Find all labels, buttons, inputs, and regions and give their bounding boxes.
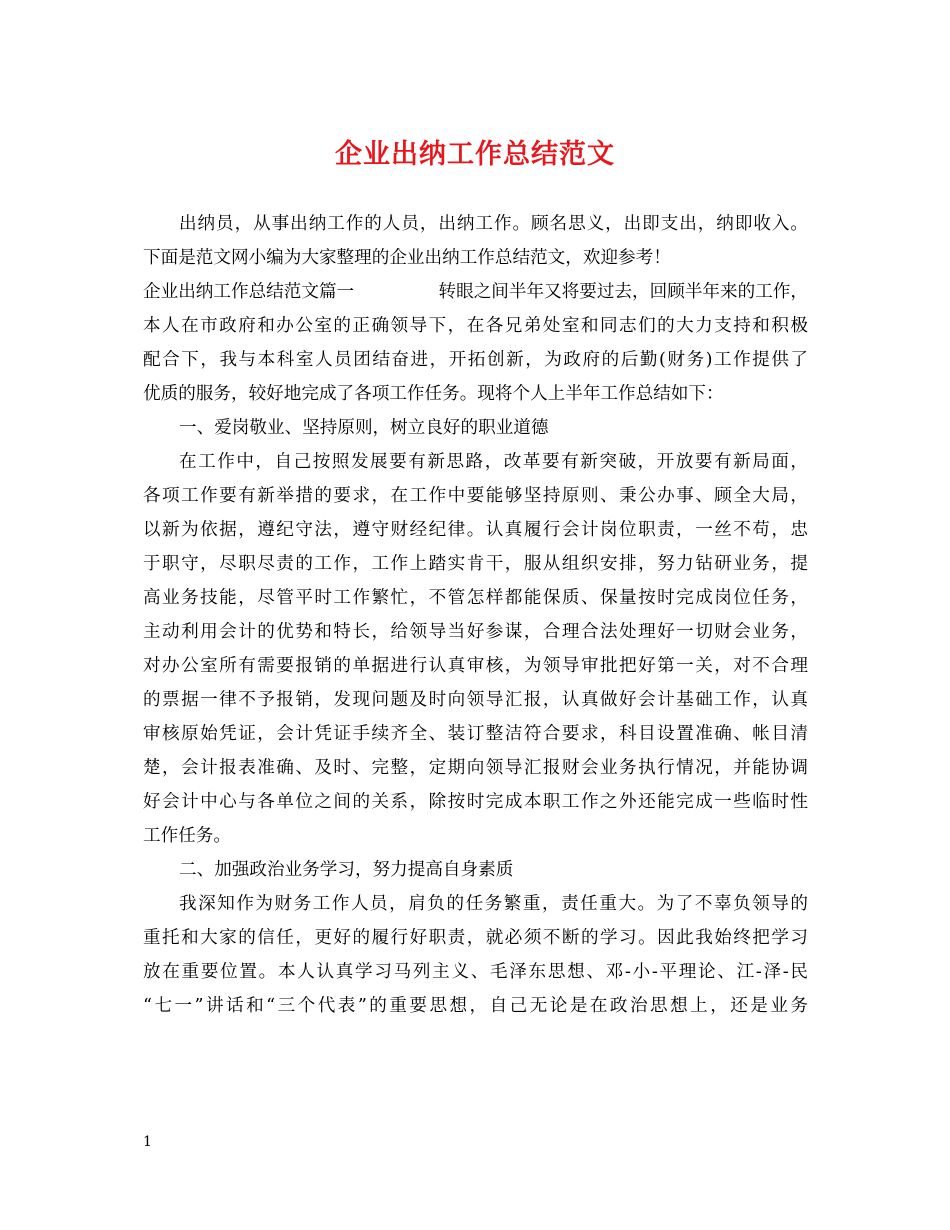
- text-line: 高业务技能，尽管平时工作繁忙，不管怎样都能保质、保量按时完成岗位任务，: [143, 588, 808, 608]
- text-line: 审核原始凭证，会计凭证手续齐全、装订整洁符合要求，科目设置准确、帐目清: [143, 724, 808, 744]
- text-line: 的票据一律不予报销，发现问题及时向领导汇报，认真做好会计基础工作，认真: [143, 690, 808, 710]
- section-heading: 二、加强政治业务学习，努力提高自身素质: [179, 860, 514, 880]
- document-title: 企业出纳工作总结范文: [335, 139, 615, 170]
- page-number: 1: [143, 1134, 152, 1150]
- section-heading: 一、爱岗敬业、坚持原则，树立良好的职业道德: [179, 418, 549, 438]
- text-line: 各项工作要有新举措的要求，在工作中要能够坚持原则、秉公办事、顾全大局，: [143, 486, 808, 506]
- text-line: 以新为依据，遵纪守法，遵守财经纪律。认真履行会计岗位职责，一丝不苟，忠: [143, 520, 808, 540]
- text-line: 好会计中心与各单位之间的关系，除按时完成本职工作之外还能完成一些临时性: [143, 792, 808, 812]
- text-line: 出纳员，从事出纳工作的人员，出纳工作。顾名思义，出即支出，纳即收入。: [179, 214, 808, 234]
- document-body: [143, 207, 808, 1023]
- text-line: 配合下，我与本科室人员团结奋进，开拓创新，为政府的后勤(财务)工作提供了: [143, 350, 808, 370]
- text-line: 本人在市政府和办公室的正确领导下，在各兄弟处室和同志们的大力支持和积极: [143, 316, 808, 336]
- text-line: 重托和大家的信任，更好的履行好职责，就必须不断的学习。因此我始终把学习: [143, 928, 808, 948]
- text-line: 主动利用会计的优势和特长，给领导当好参谋，合理合法处理好一切财会业务，: [143, 622, 808, 642]
- text-line: 下面是范文网小编为大家整理的企业出纳工作总结范文，欢迎参考！: [143, 248, 671, 268]
- text-line: 楚，会计报表准确、及时、完整，定期向领导汇报财会业务执行情况，并能协调: [143, 758, 808, 778]
- text-line: 于职守，尽职尽责的工作，工作上踏实肯干，服从组织安排，努力钻研业务，提: [143, 554, 808, 574]
- text-line: 我深知作为财务工作人员，肩负的任务繁重，责任重大。为了不辜负领导的: [179, 894, 808, 914]
- text-line: 对办公室所有需要报销的单据进行认真审核，为领导审批把好第一关，对不合理: [143, 656, 808, 676]
- text-line-heading-and-text: [143, 275, 808, 309]
- text-line: 放在重要位置。本人认真学习马列主义、毛泽东思想、邓-小-平理论、江-泽-民: [143, 962, 808, 982]
- article-heading: 企业出纳工作总结范文篇一: [143, 282, 355, 302]
- text-line: 优质的服务，较好地完成了各项工作任务。现将个人上半年工作总结如下：: [143, 384, 724, 404]
- text-segment: 转眼之间半年又将要过去，回顾半年来的工作，: [438, 282, 808, 302]
- text-line: 工作任务。: [143, 826, 231, 846]
- text-line: “七一”讲话和“三个代表”的重要思想，自己无论是在政治思想上，还是业务: [143, 996, 808, 1016]
- text-line: 在工作中，自己按照发展要有新思路，改革要有新突破，开放要有新局面，: [179, 452, 808, 472]
